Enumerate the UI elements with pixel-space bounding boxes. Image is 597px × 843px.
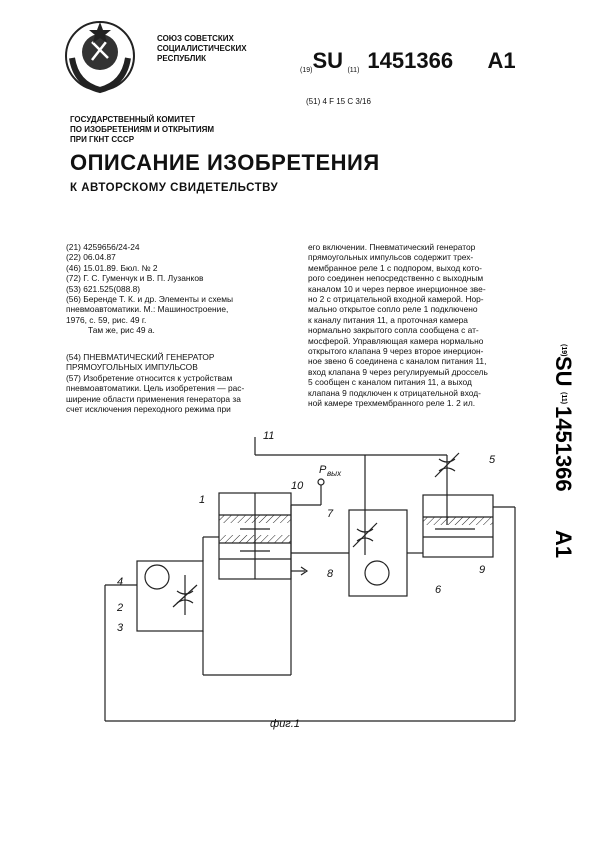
label-10: 10 bbox=[291, 480, 304, 492]
side-code-11: (11) bbox=[560, 392, 567, 405]
capacity-4 bbox=[145, 565, 169, 589]
abstract-line: пневмоавтоматики. Цель изобретения — рас- bbox=[66, 383, 245, 394]
committee-line: ПРИ ГКНТ СССР bbox=[70, 135, 135, 144]
side-code-19: (19) bbox=[560, 344, 567, 357]
capacity-8 bbox=[365, 561, 389, 585]
org-name bbox=[157, 34, 247, 64]
abstract-line: ное звено 6 соединена с каналом питания 11, bbox=[308, 356, 487, 367]
pneumatic-schematic bbox=[95, 425, 535, 735]
abstract-line: вход клапана 9 через регулируемый дроссель bbox=[308, 366, 488, 377]
patent-kind: A1 bbox=[487, 48, 516, 73]
biblio-line: Там же, рис 49 а. bbox=[88, 325, 155, 336]
abstract-line: рого соединен непосредственно с выходным bbox=[308, 273, 484, 284]
inertial-element-6 bbox=[349, 510, 407, 596]
label-1: 1 bbox=[199, 494, 206, 506]
abstract-line: (57) Изобретение относится к устройствам bbox=[66, 372, 233, 383]
abstract-line: к каналу питания 11, а проточная камера bbox=[308, 314, 468, 325]
abstract-line: его включении. Пневматический генератор bbox=[308, 242, 476, 252]
abstract-line: нормально закрытого сопла сообщена с ат- bbox=[308, 325, 479, 336]
label-4: 4 bbox=[117, 576, 124, 588]
side-patent-number: 1451366 bbox=[551, 406, 576, 492]
valve-9 bbox=[423, 495, 493, 557]
label-9: 9 bbox=[479, 564, 486, 576]
committee bbox=[70, 115, 214, 145]
state-emblem bbox=[62, 18, 138, 94]
bibliographic-data bbox=[66, 242, 288, 336]
label-p-sub: вых bbox=[327, 469, 342, 478]
committee-line: ПО ИЗОБРЕТЕНИЯМ И ОТКРЫТИЯМ bbox=[70, 125, 215, 134]
abstract-line: открытого клапана 9 через второе инерцион- bbox=[308, 346, 484, 357]
org-line: СОЮЗ СОВЕТСКИХ bbox=[157, 34, 234, 43]
abstract-line: мембранное реле 1 с подпором, выход кото- bbox=[308, 262, 482, 273]
label-5: 5 bbox=[489, 454, 496, 466]
abstract-line: ной камере трехмембранного реле 1. 2 ил. bbox=[308, 398, 476, 409]
abstract-line: но 2 с отрицательной входной камерой. Нор- bbox=[308, 294, 484, 305]
abstract-line: мосферой. Управляющая камера нормально bbox=[308, 335, 484, 346]
side-patent-kind: A1 bbox=[551, 530, 576, 559]
abstract-left bbox=[66, 352, 288, 414]
country-code: SU bbox=[312, 48, 344, 73]
org-line: СОЦИАЛИСТИЧЕСКИХ bbox=[157, 44, 247, 53]
abstract-right bbox=[308, 242, 538, 409]
patent-code bbox=[300, 48, 516, 74]
committee-line: ГОСУДАРСТВЕННЫЙ КОМИТЕТ bbox=[70, 115, 196, 124]
biblio-line: (72) Г. С. Гуменчук и В. П. Лузанков bbox=[66, 273, 204, 284]
code-11: (11) bbox=[347, 67, 360, 74]
ipc-class: (51) 4 F 15 C 3/16 bbox=[306, 97, 371, 106]
biblio-line: пневмоавтоматики. М.: Машиностроение, bbox=[66, 304, 229, 315]
side-country-code: SU bbox=[551, 356, 576, 387]
abstract-line: каналом 10 и через первое инерционное зве- bbox=[308, 283, 486, 294]
abstract-line: прямоугольных импульсов содержит трех- bbox=[308, 252, 474, 263]
biblio-line: (21) 4259656/24-24 bbox=[66, 242, 140, 252]
label-3: 3 bbox=[117, 622, 124, 634]
label-8: 8 bbox=[327, 568, 334, 580]
label-2: 2 bbox=[117, 602, 124, 614]
label-11: 11 bbox=[263, 430, 275, 442]
abstract-line: 5 сообщен с каналом питания 11, а выход bbox=[308, 377, 472, 388]
document-subtitle: К АВТОРСКОМУ СВИДЕТЕЛЬСТВУ bbox=[70, 182, 279, 194]
biblio-line: (53) 621.525(088.8) bbox=[66, 283, 141, 294]
code-19: (19) bbox=[300, 67, 313, 74]
abstract-line: ширение области применения генератора за bbox=[66, 393, 241, 404]
document-title: ОПИСАНИЕ ИЗОБРЕТЕНИЯ bbox=[70, 150, 380, 175]
org-line: РЕСПУБЛИК bbox=[157, 54, 206, 63]
abstract-line: ПРЯМОУГОЛЬНЫХ ИМПУЛЬСОВ bbox=[66, 362, 198, 373]
biblio-line: (56) Беренде Т. К. и др. Элементы и схемы bbox=[66, 294, 233, 305]
figure-caption: фиг.1 bbox=[270, 718, 300, 730]
biblio-line: 1976, с. 59, рис. 49 г. bbox=[66, 314, 147, 325]
abstract-line: клапана 9 подключен к отрицательной вход- bbox=[308, 387, 481, 398]
biblio-line: (46) 15.01.89. Бюл. № 2 bbox=[66, 262, 158, 273]
abstract-line: (54) ПНЕВМАТИЧЕСКИЙ ГЕНЕРАТОР bbox=[66, 352, 215, 362]
label-7: 7 bbox=[327, 508, 334, 520]
side-patent-code bbox=[548, 342, 588, 662]
label-p: P bbox=[319, 464, 327, 476]
abstract-line: счет исключения переходного режима при bbox=[66, 404, 231, 415]
label-6: 6 bbox=[435, 584, 442, 596]
patent-number: 1451366 bbox=[367, 48, 454, 73]
biblio-line: (22) 06.04.87 bbox=[66, 252, 116, 263]
abstract-line: мально открытое сопло реле 1 подключено bbox=[308, 304, 478, 315]
